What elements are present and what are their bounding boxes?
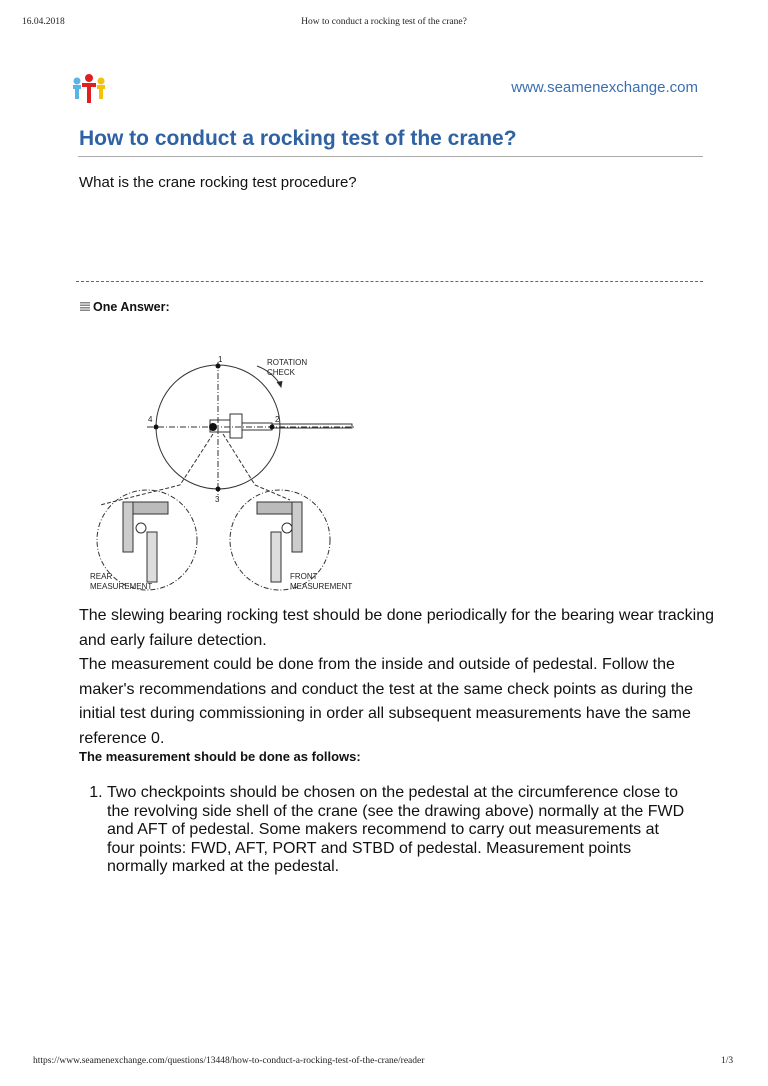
print-date: 16.04.2018 — [22, 17, 65, 27]
point-4-label: 4 — [148, 415, 153, 424]
steps-heading: The measurement should be done as follows: — [79, 749, 361, 764]
people-logo-icon — [70, 73, 108, 105]
page-number: 1/3 — [721, 1056, 734, 1066]
steps-list — [87, 784, 687, 877]
site-url-link[interactable]: www.seamenexchange.com — [511, 79, 698, 96]
rear-label: REAR — [90, 572, 113, 581]
answers-label: One Answer: — [93, 300, 170, 314]
point-1-label: 1 — [218, 355, 223, 364]
question-text: What is the crane rocking test procedure? — [79, 174, 357, 191]
step-item: 1. Two checkpoints should be chosen on the pedestal at the circumference close to the revolving side shell of the crane (see the drawing above) normally at the FWD and AFT of pedestal. Some makers recommend to carry out measurements at four points: FWD, AFT, PORT and STBD of pedestal. Measurement points normally marked at the pedestal. — [107, 784, 687, 877]
paragraph-1: The slewing bearing rocking test should be done periodically for the bearing wear tracking and early failure detection. — [79, 607, 715, 649]
front-label: FRONT — [290, 572, 318, 581]
answer-body — [79, 604, 719, 751]
print-footer-url: https://www.seamenexchange.com/questions/13448/how-to-conduct-a-rocking-test-of-the-crane/reader — [33, 1056, 425, 1066]
title-divider — [78, 156, 703, 157]
paragraph-2: The measurement could be done from the inside and outside of pedestal. Follow the maker's recommendations and conduct the test at the same check points as during the initial test during commissioning in order all subsequent measurements have the same reference 0. — [79, 656, 694, 747]
point-2-label: 2 — [275, 415, 280, 424]
rear-measurement-label: MEASUREMENT — [90, 582, 153, 591]
page-title: How to conduct a rocking test of the crane? — [79, 127, 517, 150]
rotation-label: ROTATION — [267, 358, 308, 367]
section-divider — [76, 281, 703, 282]
check-label: CHECK — [267, 368, 296, 377]
print-title: How to conduct a rocking test of the crane? — [301, 17, 467, 27]
front-measurement-label: MEASUREMENT — [290, 582, 353, 591]
rocking-test-diagram — [85, 350, 375, 600]
list-lines-icon — [80, 302, 90, 312]
answers-heading — [80, 300, 170, 314]
point-3-label: 3 — [215, 495, 220, 504]
